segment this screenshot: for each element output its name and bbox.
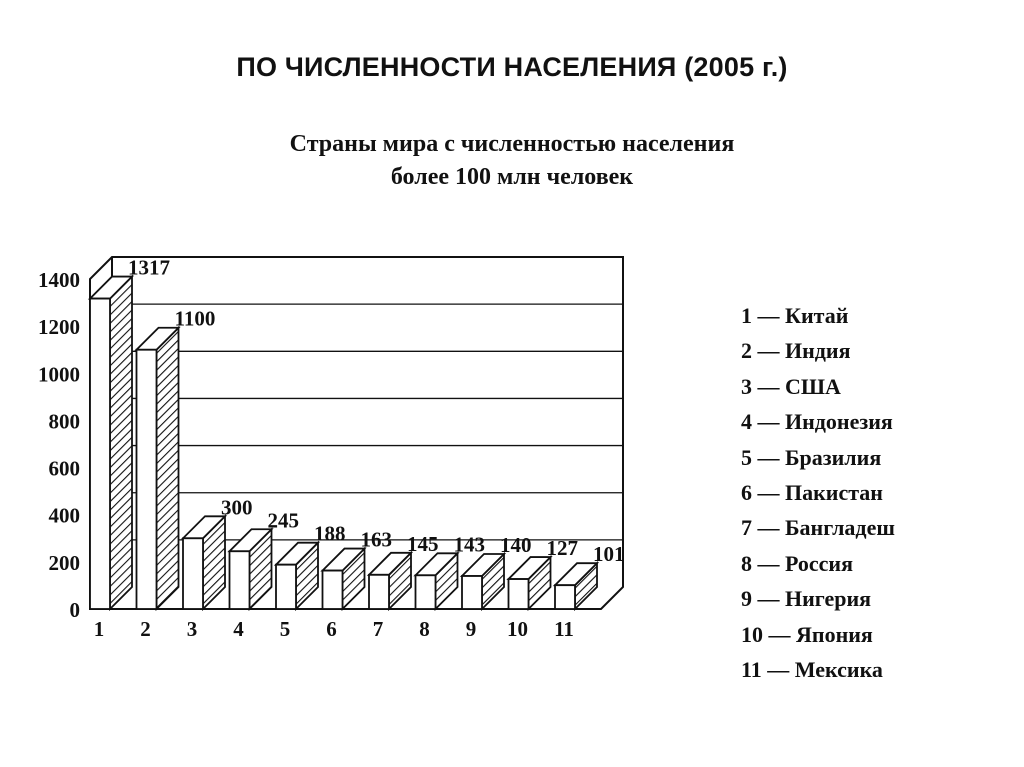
bar-front-face <box>416 575 436 609</box>
x-tick-label: 8 <box>419 617 430 641</box>
legend-item: 8 — Россия <box>741 550 853 576</box>
x-tick-label: 1 <box>93 617 105 641</box>
data-label: 140 <box>500 533 532 558</box>
x-tick-label: 10 <box>507 617 528 641</box>
data-label: 143 <box>453 532 485 557</box>
y-tick-label: 1200 <box>38 315 80 340</box>
x-axis-tick-labels <box>94 617 574 641</box>
bar-front-face <box>230 551 250 609</box>
y-tick-label: 200 <box>48 550 80 575</box>
data-label: 1317 <box>128 255 170 280</box>
legend-item: 1 — Китай <box>741 303 849 328</box>
legend-item: 5 — Бразилия <box>741 444 882 470</box>
page-heading: ПО ЧИСЛЕННОСТИ НАСЕЛЕНИЯ (2005 г.) <box>236 52 788 82</box>
gridline-diagonal <box>90 257 112 279</box>
bar-front-face <box>323 571 343 609</box>
y-tick-label: 1000 <box>38 362 80 387</box>
legend-item: 3 — США <box>741 373 841 399</box>
x-tick-label: 9 <box>465 617 477 641</box>
bar-front-face <box>462 576 482 609</box>
bar-3 <box>183 516 225 609</box>
x-tick-label: 4 <box>233 617 244 641</box>
data-label: 127 <box>546 536 578 561</box>
data-label: 300 <box>221 495 253 520</box>
bar-2 <box>137 328 179 609</box>
legend-item: 11 — Мексика <box>741 656 883 682</box>
bar-front-face <box>90 299 110 609</box>
x-tick-label: 11 <box>554 617 574 641</box>
x-tick-label: 7 <box>372 617 384 641</box>
data-label: 245 <box>267 508 299 533</box>
bar-11 <box>555 563 597 609</box>
bar-front-face <box>183 538 203 609</box>
x-tick-label: 5 <box>279 617 291 641</box>
data-label: 145 <box>407 531 439 556</box>
legend-item: 4 — Индонезия <box>741 409 893 435</box>
y-tick-label: 600 <box>48 456 80 481</box>
bar-9 <box>462 554 504 609</box>
x-tick-label: 3 <box>186 617 198 641</box>
subtitle-line-1: Страны мира с численностью населения <box>289 131 735 157</box>
bar-front-face <box>137 350 157 609</box>
data-label: 1100 <box>174 306 216 331</box>
legend-item: 9 — Нигерия <box>741 586 872 612</box>
bar-4 <box>230 529 272 609</box>
bar-front-face <box>276 565 296 609</box>
bar-10 <box>509 557 551 609</box>
y-tick-label: 1400 <box>38 268 80 293</box>
y-tick-label: 0 <box>69 598 80 622</box>
bar-front-face <box>555 585 575 609</box>
legend-item: 10 — Япония <box>741 621 873 647</box>
x-tick-label: 6 <box>326 617 337 641</box>
data-label: 101 <box>593 542 625 567</box>
bar-front-face <box>369 575 389 609</box>
bar-front-face <box>509 579 529 609</box>
bar-side-face <box>110 277 132 609</box>
legend-item: 7 — Бангладеш <box>741 515 895 541</box>
x-tick-label: 2 <box>140 617 151 641</box>
subtitle-line-2: более 100 млн человек <box>390 164 634 190</box>
y-tick-label: 800 <box>48 409 80 434</box>
bar-6 <box>323 549 365 609</box>
legend-item: 2 — Индия <box>741 338 851 364</box>
chart-legend <box>741 298 895 687</box>
y-axis-tick-labels <box>38 268 90 622</box>
bar-side-face <box>157 328 179 609</box>
data-label: 163 <box>360 527 392 552</box>
bar-7 <box>369 553 411 609</box>
legend-item: 6 — Пакистан <box>741 479 883 505</box>
bars <box>90 277 597 609</box>
data-label: 188 <box>314 521 346 546</box>
bar-5 <box>276 543 318 609</box>
bar-1 <box>90 277 132 609</box>
y-tick-label: 400 <box>48 503 80 528</box>
bar-8 <box>416 553 458 609</box>
